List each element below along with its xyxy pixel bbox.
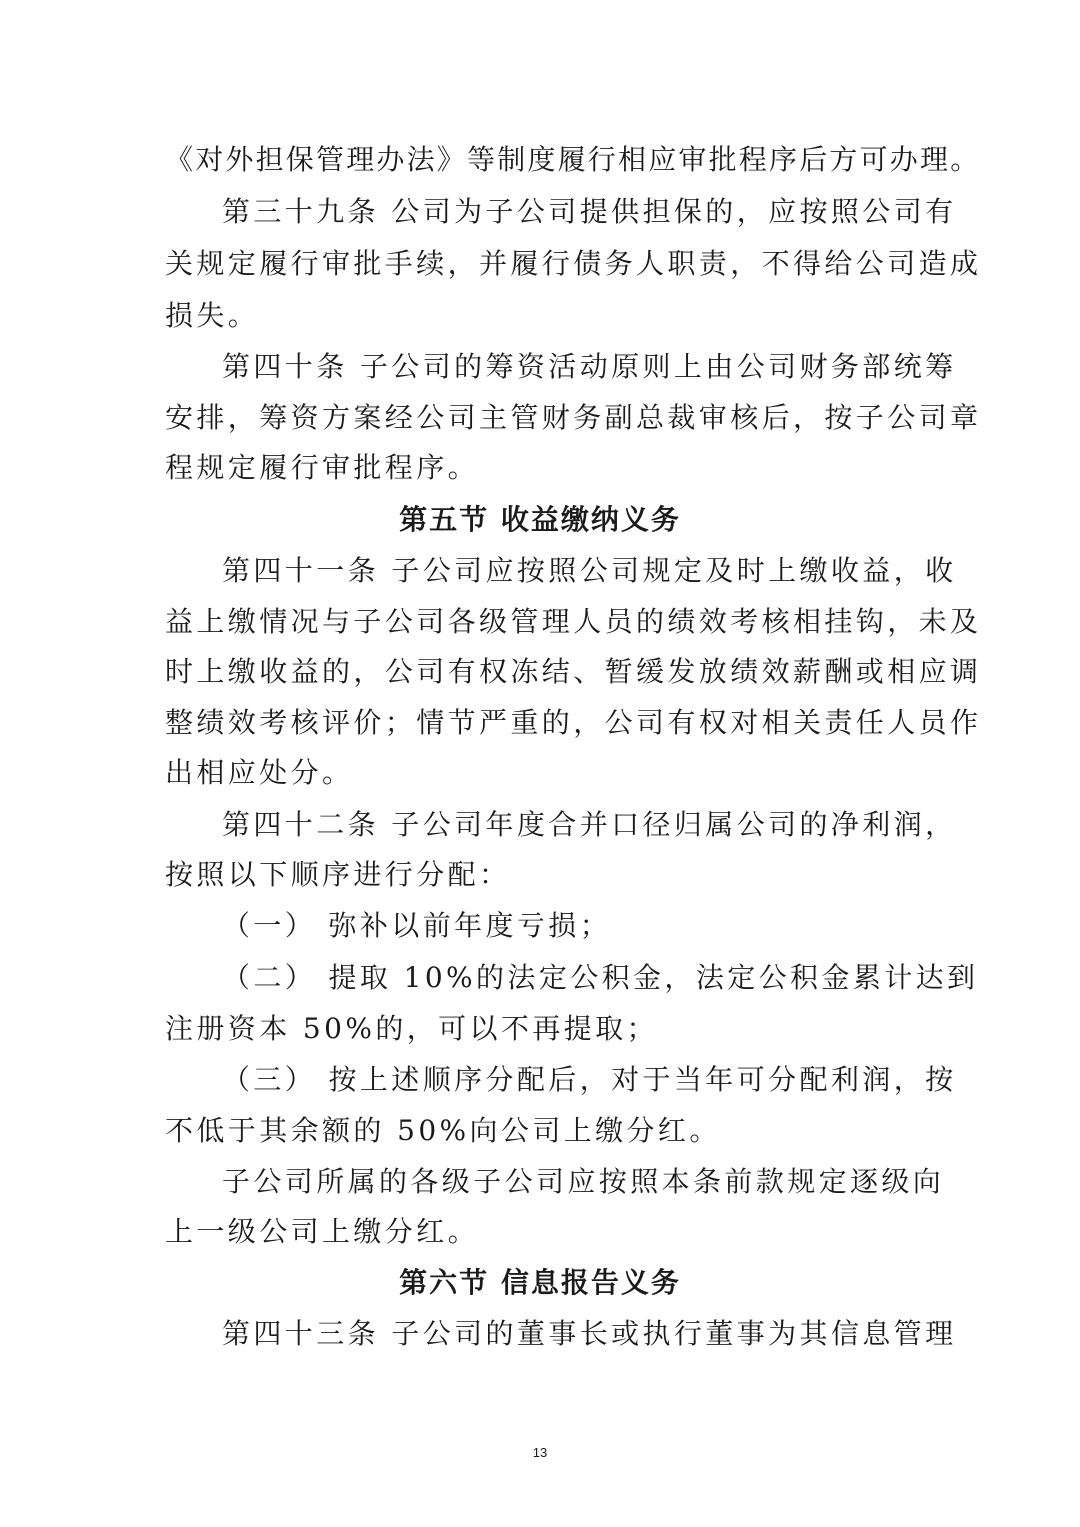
text-line: 程规定履行审批程序。 [165, 451, 480, 484]
text-line: 按照以下顺序进行分配： [165, 858, 511, 891]
list-item-2: （二） 提取 10%的法定公积金，法定公积金累计达到 [222, 961, 979, 994]
list-item-3: （三） 按上述顺序分配后，对于当年可分配利润，按 [222, 1063, 957, 1096]
text-line: 出相应处分。 [165, 756, 354, 789]
article-43-line: 第四十三条 子公司的董事长或执行董事为其信息管理 [222, 1317, 957, 1350]
text-line: 《对外担保管理办法》等制度履行相应审批程序后方可办理。 [165, 143, 981, 176]
text-line: 损失。 [165, 299, 260, 332]
text-line: 上一级公司上缴分红。 [165, 1215, 480, 1248]
page-number: 13 [532, 1445, 548, 1460]
section-6-heading: 第六节 信息报告义务 [399, 1266, 681, 1299]
text-line: 益上缴情况与子公司各级管理人员的绩效考核相挂钩，未及 [165, 605, 982, 638]
text-line: 注册资本 50%的，可以不再提取； [165, 1012, 658, 1045]
text-line: 关规定履行审批手续，并履行债务人职责，不得给公司造成 [165, 247, 982, 280]
article-42-line: 第四十二条 子公司年度合并口径归属公司的净利润， [222, 808, 957, 841]
list-item-1: （一） 弥补以前年度亏损； [222, 909, 612, 942]
article-39-line: 第三十九条 公司为子公司提供担保的，应按照公司有 [222, 195, 957, 228]
text-line: 不低于其余额的 50%向公司上缴分红。 [165, 1114, 721, 1147]
text-line: 安排，筹资方案经公司主管财务副总裁审核后，按子公司章 [165, 401, 982, 434]
article-40-line: 第四十条 子公司的筹资活动原则上由公司财务部统筹 [222, 350, 957, 383]
text-line: 时上缴收益的，公司有权冻结、暂缓发放绩效薪酬或相应调 [165, 655, 982, 688]
text-line: 整绩效考核评价；情节严重的，公司有权对相关责任人员作 [165, 706, 982, 739]
text-line: 子公司所属的各级子公司应按照本条前款规定逐级向 [222, 1165, 945, 1198]
section-5-heading: 第五节 收益缴纳义务 [399, 503, 681, 536]
article-41-line: 第四十一条 子公司应按照公司规定及时上缴收益，收 [222, 554, 957, 587]
